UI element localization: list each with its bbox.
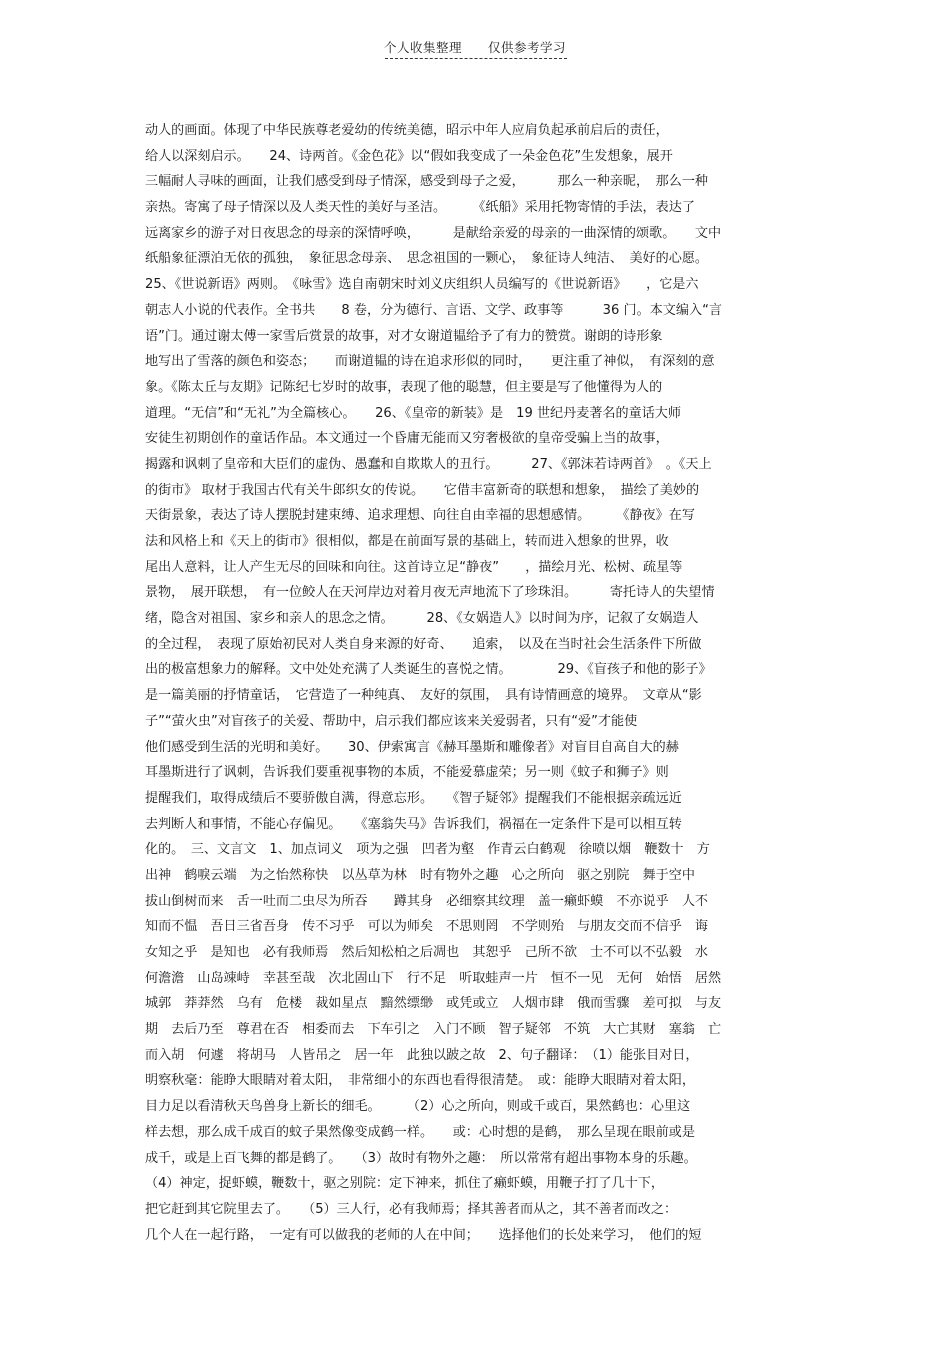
- text-line: 子”“萤火虫”对盲孩子的关爱、帮助中，启示我们都应该来关爱弱者，只有“爱”才能使: [145, 713, 638, 729]
- text-line: 女知之乎 是知也 必有我师焉 然后知松柏之后凋也 其恕乎 己所不欲 士不可以不弘毅 水: [145, 945, 709, 960]
- text-line: 天街景象，表达了诗人摆脱封建束缚、追求理想、向往自由幸福的思想感情。 《静夜》在写: [145, 508, 695, 524]
- text-line: 安徒生初期创作的童话作品。本文通过一个昏庸无能而又穷奢极欲的皇帝受骗上当的故事，: [145, 431, 669, 447]
- text-line: 期 去后乃至 尊君在否 相委而去 下车引之 入门不顾 智子疑邻 不筑 大亡其财 塞翁 亡: [145, 1022, 722, 1038]
- text-line: 纸船象征漂泊无依的孤独， 象征思念母亲、 思念祖国的一颗心， 象征诗人纯洁、 美好的心愿。: [145, 251, 709, 267]
- text-line: 语”门。通过谢太傅一家雪后赏景的故事，对才女谢道韫给予了有力的赞赏。谢朗的诗形象: [145, 328, 663, 344]
- text-line: 去判断人和事情，不能心存偏见。 《塞翁失马》告诉我们，祸福在一定条件下是可以相互转: [145, 816, 682, 832]
- text-line: 何澹澹 山岛竦峙 幸甚至哉 次北固山下 行不足 听取蛙声一片 恒不一见 无何 始悟 居然: [145, 970, 722, 986]
- text-line: 样去想，那么成千成百的蚊子果然像变成鹤一样。 或：心时想的是鹤， 那么呈现在眼前或是: [145, 1124, 695, 1140]
- text-line: 动人的画面。体现了中华民族尊老爱幼的传统美德，昭示中年人应肩负起承前启后的责任，: [145, 123, 669, 138]
- text-line: 的全过程， 表现了原始初民对人类自身来源的好奇、 追索， 以及在当时社会生活条件下所做: [145, 636, 702, 652]
- text-line: 把它赶到其它院里去了。 （5）三人行，必有我师焉；择其善者而从之，其不善者而改之：: [145, 1201, 678, 1217]
- text-line: 化的。 三、文言文 1、加点词义 项为之强 凹者为壑 作青云白鹤观 徐喷以烟 鞭数十 方: [145, 842, 710, 858]
- text-line: 象。《陈太丘与友期》记陈纪七岁时的故事，表现了他的聪慧，但主要是写了他懂得为人的: [145, 379, 663, 395]
- text-line: 拔山倒树而来 舌一吐而二虫尽为所吞 蹲其身 必细察其纹理 盖一癞虾蟆 不亦说乎 人不: [145, 893, 709, 909]
- text-line: 绪，隐含对祖国、家乡和亲人的思念之情。 28、《女娲造人》以时间为序，记叙了女娲造人: [145, 611, 699, 627]
- text-line: 揭露和讽刺了皇帝和大臣们的虚伪、愚蠢和自欺欺人的丑行。 27、《郭沫若诗两首》 。《天上: [145, 456, 712, 472]
- text-line: 出神 鹤唳云端 为之怡然称快 以丛草为林 时有物外之趣 心之所向 驱之别院 舞于空中: [145, 867, 695, 883]
- text-line: 知而不愠 吾日三省吾身 传不习乎 可以为师矣 不思则罔 不学则殆 与朋友交而不信乎 诲: [145, 919, 709, 935]
- text-line: 城郭 莽莽然 乌有 危楼 裁如星点 黯然缥缈 或凭或立 人烟市肆 俄而雪骤 差可拟 与友: [145, 996, 722, 1012]
- text-line: 耳墨斯进行了讽刺，告诉我们要重视事物的本质，不能爱慕虚荣；另一则《蚊子和狮子》则: [145, 765, 669, 781]
- text-line: 成千，或是上百飞舞的都是鹤了。 （3）故时有物外之趣： 所以常常有超出事物本身的乐趣。: [145, 1150, 697, 1166]
- page-header: [0, 38, 950, 56]
- text-line: 提醒我们，取得成绩后不要骄傲自满，得意忘形。 《智子疑邻》提醒我们不能根据亲疏远近: [145, 790, 682, 806]
- header-divider: [385, 58, 567, 59]
- text-line: 而入胡 何遽 将胡马 人皆吊之 居一年 此独以跛之故 2、句子翻译： （1）能张目对日，: [145, 1047, 699, 1063]
- text-line: 他们感受到生活的光明和美好。 30、伊索寓言《赫耳墨斯和雕像者》对盲目自高自大的赫: [145, 739, 679, 755]
- text-line: （4）神定，捉虾蟆，鞭数十，驱之别院：定下神来，抓住了癞虾蟆，用鞭子打了几十下，: [145, 1176, 664, 1192]
- text-line: 法和风格上和《天上的街市》很相似，都是在前面写景的基础上，转而进入想象的世界，收: [145, 534, 669, 549]
- text-line: 出的极富想象力的解释。文中处处充满了人类诞生的喜悦之情。 29、《盲孩子和他的影子》: [145, 662, 712, 678]
- text-line: 道理。“无信”和“无礼”为全篇核心。 26、《皇帝的新装》是 19 世纪丹麦著名的童话大师: [145, 405, 681, 421]
- body-text: [145, 118, 811, 1248]
- text-line: 几个人在一起行路， 一定有可以做我的老师的人在中间； 选择他们的长处来学习， 他们的短: [145, 1227, 702, 1243]
- text-line: 地写出了雪落的颜色和姿态； 而谢道韫的诗在追求形似的同时， 更注重了神似， 有深刻的意: [145, 354, 715, 370]
- text-line: 的街市》 取材于我国古代有关牛郎织女的传说。 它借丰富新奇的联想和想象， 描绘了美妙的: [145, 482, 700, 498]
- text-line: 亲热。寄寓了母子情深以及人类天性的美好与圣洁。 《纸船》采用托物寄情的手法，表达了: [145, 200, 695, 216]
- text-line: 是一篇美丽的抒情童话， 它营造了一种纯真、 友好的氛围， 具有诗情画意的境界。 文章从“影: [145, 688, 702, 704]
- text-line: 景物， 展开联想， 有一位鲛人在天河岸边对着月夜无声地流下了珍珠泪。 寄托诗人的失望情: [145, 585, 715, 601]
- text-line: 远离家乡的游子对日夜思念的母亲的深情呼唤， 是献给亲爱的母亲的一曲深情的颂歌。 文中: [145, 225, 722, 241]
- text-line: 25、《世说新语》两则。 《咏雪》选自南朝宋时刘义庆组织人员编写的《世说新语》 ，它是六: [145, 277, 699, 293]
- text-line: 尾出人意料，让人产生无尽的回味和向往。这首诗立足“静夜” ，描绘月光、松树、疏星等: [145, 559, 683, 575]
- header-left-text: 个人收集整理: [383, 40, 462, 55]
- text-line: 朝志人小说的代表作。全书共 8 卷，分为德行、言语、文学、政事等 36 门。本文编入“言: [145, 302, 722, 318]
- header-right-text: 仅供参考学习: [488, 40, 567, 55]
- text-line: 三幅耐人寻味的画面，让我们感受到母子情深，感受到母子之爱， 那么一种亲昵， 那么一种: [145, 174, 709, 190]
- text-line: 目力足以看清秋天鸟兽身上新长的细毛。 （2）心之所向，则或千或百，果然鹤也：心里这: [145, 1099, 691, 1115]
- text-line: 给人以深刻启示。 24、诗两首。《金色花》以“假如我变成了一朵金色花”生发想象，展开: [145, 148, 673, 164]
- text-line: 明察秋毫：能睁大眼睛对着太阳， 非常细小的东西也看得很清楚。 或：能睁大眼睛对着太阳，: [145, 1073, 695, 1089]
